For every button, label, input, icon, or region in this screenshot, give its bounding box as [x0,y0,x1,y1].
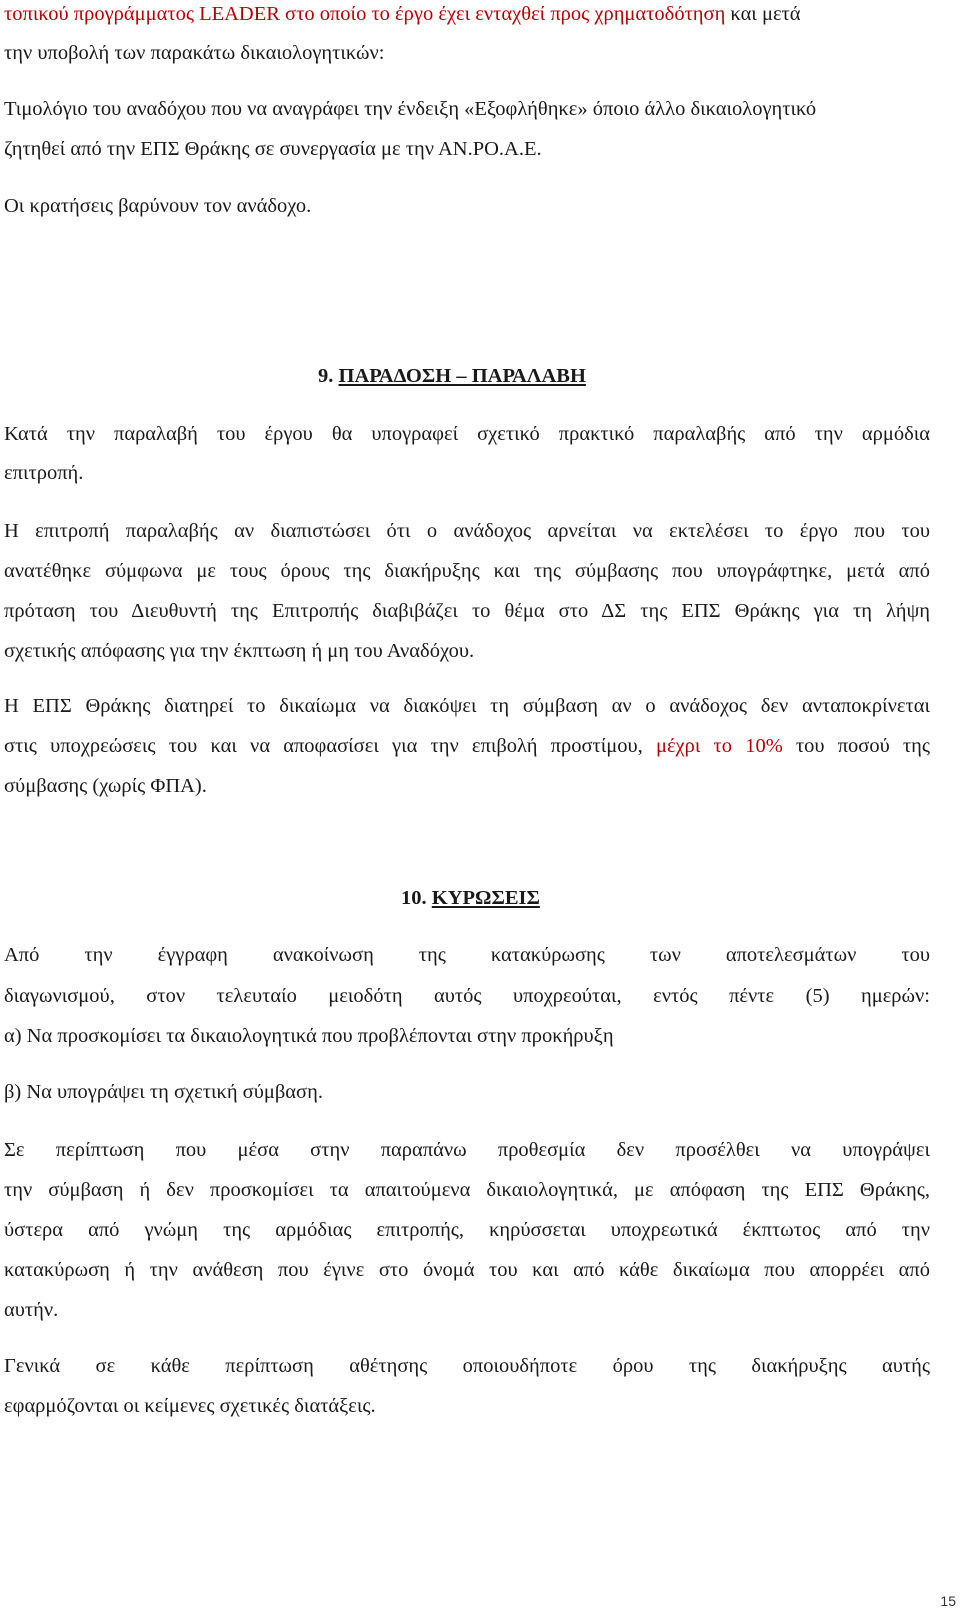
intro-line-3: Τιμολόγιο του αναδόχου που να αναγράφει την ένδειξη «Εξοφλήθηκε» όποιο άλλο δικαιολογητικό [4,98,817,120]
s10-p1-line-4: β) Να υπογράψει τη σχετική σύμβαση. [4,1081,323,1103]
penalty-limit-text: μέχρι το 10% [655,735,783,757]
s9-p1-line-2: επιτροπή. [4,462,84,484]
intro-line-4: ζητηθεί από την ΕΠΣ Θράκης σε συνεργασία με την ΑΝ.ΡΟ.Α.Ε. [4,138,542,160]
s10-p2-line-4: κατακύρωση ή την ανάθεση που έγινε στο όνομά του και από κάθε δικαίωμα που απορρέει από [4,1259,930,1281]
section-10-heading [401,886,540,910]
s9-p1-line-1: Κατά την παραλαβή του έργου θα υπογραφεί σχετικό πρακτικό παραλαβής από την αρμόδια [4,423,930,445]
intro-line-5: Οι κρατήσεις βαρύνουν τον ανάδοχο. [4,195,312,217]
leader-program-text: τοπικού προγράμματος LEADER στο οποίο το έργο έχει ενταχθεί προς χρηματοδότηση [4,3,726,25]
s9-p2-line-2: ανατέθηκε σύμφωνα με τους όρους της διακήρυξης και της σύμβασης που υπογράφτηκε, μετά από [4,560,930,582]
section-9-heading [318,364,586,388]
section-9-number: 9. [318,365,334,387]
section-10-title: ΚΥΡΩΣΕΙΣ [431,887,540,909]
s9-p3-line-1: Η ΕΠΣ Θράκης διατηρεί το δικαίωμα να διακόψει τη σύμβαση αν ο ανάδοχος δεν ανταποκρίνεται [4,695,930,717]
s10-p3-line-2: εφαρμόζονται οι κείμενες σχετικές διατάξεις. [4,1395,376,1417]
s10-p2-line-3: ύστερα από γνώμη της αρμόδιας επιτροπής, κηρύσσεται υποχρεωτικά έκπτωτος από την [4,1219,930,1241]
intro-line-1: τοπικού προγράμματος LEADER στο οποίο το έργο έχει ενταχθεί προς χρηματοδότηση και μετά [4,3,801,25]
s10-p2-line-2: την σύμβαση ή δεν προσκομίσει τα απαιτούμενα δικαιολογητικά, με απόφαση της ΕΠΣ Θράκης, [4,1179,930,1201]
s9-p2-line-1: Η επιτροπή παραλαβής αν διαπιστώσει ότι ο ανάδοχος αρνείται να εκτελέσει το έργο που του [4,520,930,542]
s9-p2-line-4: σχετικής απόφασης για την έκπτωση ή μη του Αναδόχου. [4,640,475,662]
s10-p3-line-1: Γενικά σε κάθε περίπτωση αθέτησης οποιουδήποτε όρου της διακήρυξης αυτής [4,1355,930,1377]
s10-p1-line-1: Από την έγγραφη ανακοίνωση της κατακύρωσης των αποτελεσμάτων του [4,944,930,966]
s10-p1-line-3: α) Να προσκομίσει τα δικαιολογητικά που προβλέπονται στην προκήρυξη [4,1025,614,1047]
s10-p2-line-5: αυτήν. [4,1299,59,1321]
s9-p2-line-3: πρόταση του Διευθυντή της Επιτροπής διαβιβάζει το θέμα στο ΔΣ της ΕΠΣ Θράκης για τη λήψη [4,600,930,622]
section-10-number: 10. [401,887,427,909]
section-9-title: ΠΑΡΑΔΟΣΗ – ΠΑΡΑΛΑΒΗ [338,365,586,387]
page-number: 15 [940,1593,956,1609]
s10-p2-line-1: Σε περίπτωση που μέσα στην παραπάνω προθεσμία δεν προσέλθει να υπογράψει [4,1139,930,1161]
intro-line-2: την υποβολή των παρακάτω δικαιολογητικών: [4,42,385,64]
s9-p3-line-3: σύμβασης (χωρίς ΦΠΑ). [4,775,207,797]
s10-p1-line-2: διαγωνισμού, στον τελευταίο μειοδότη αυτός υποχρεούται, εντός πέντε (5) ημερών: [4,985,930,1007]
s9-p3-line-2: στις υποχρεώσεις του και να αποφασίσει για την επιβολή προστίμου, μέχρι το 10% του ποσού της [4,735,930,757]
